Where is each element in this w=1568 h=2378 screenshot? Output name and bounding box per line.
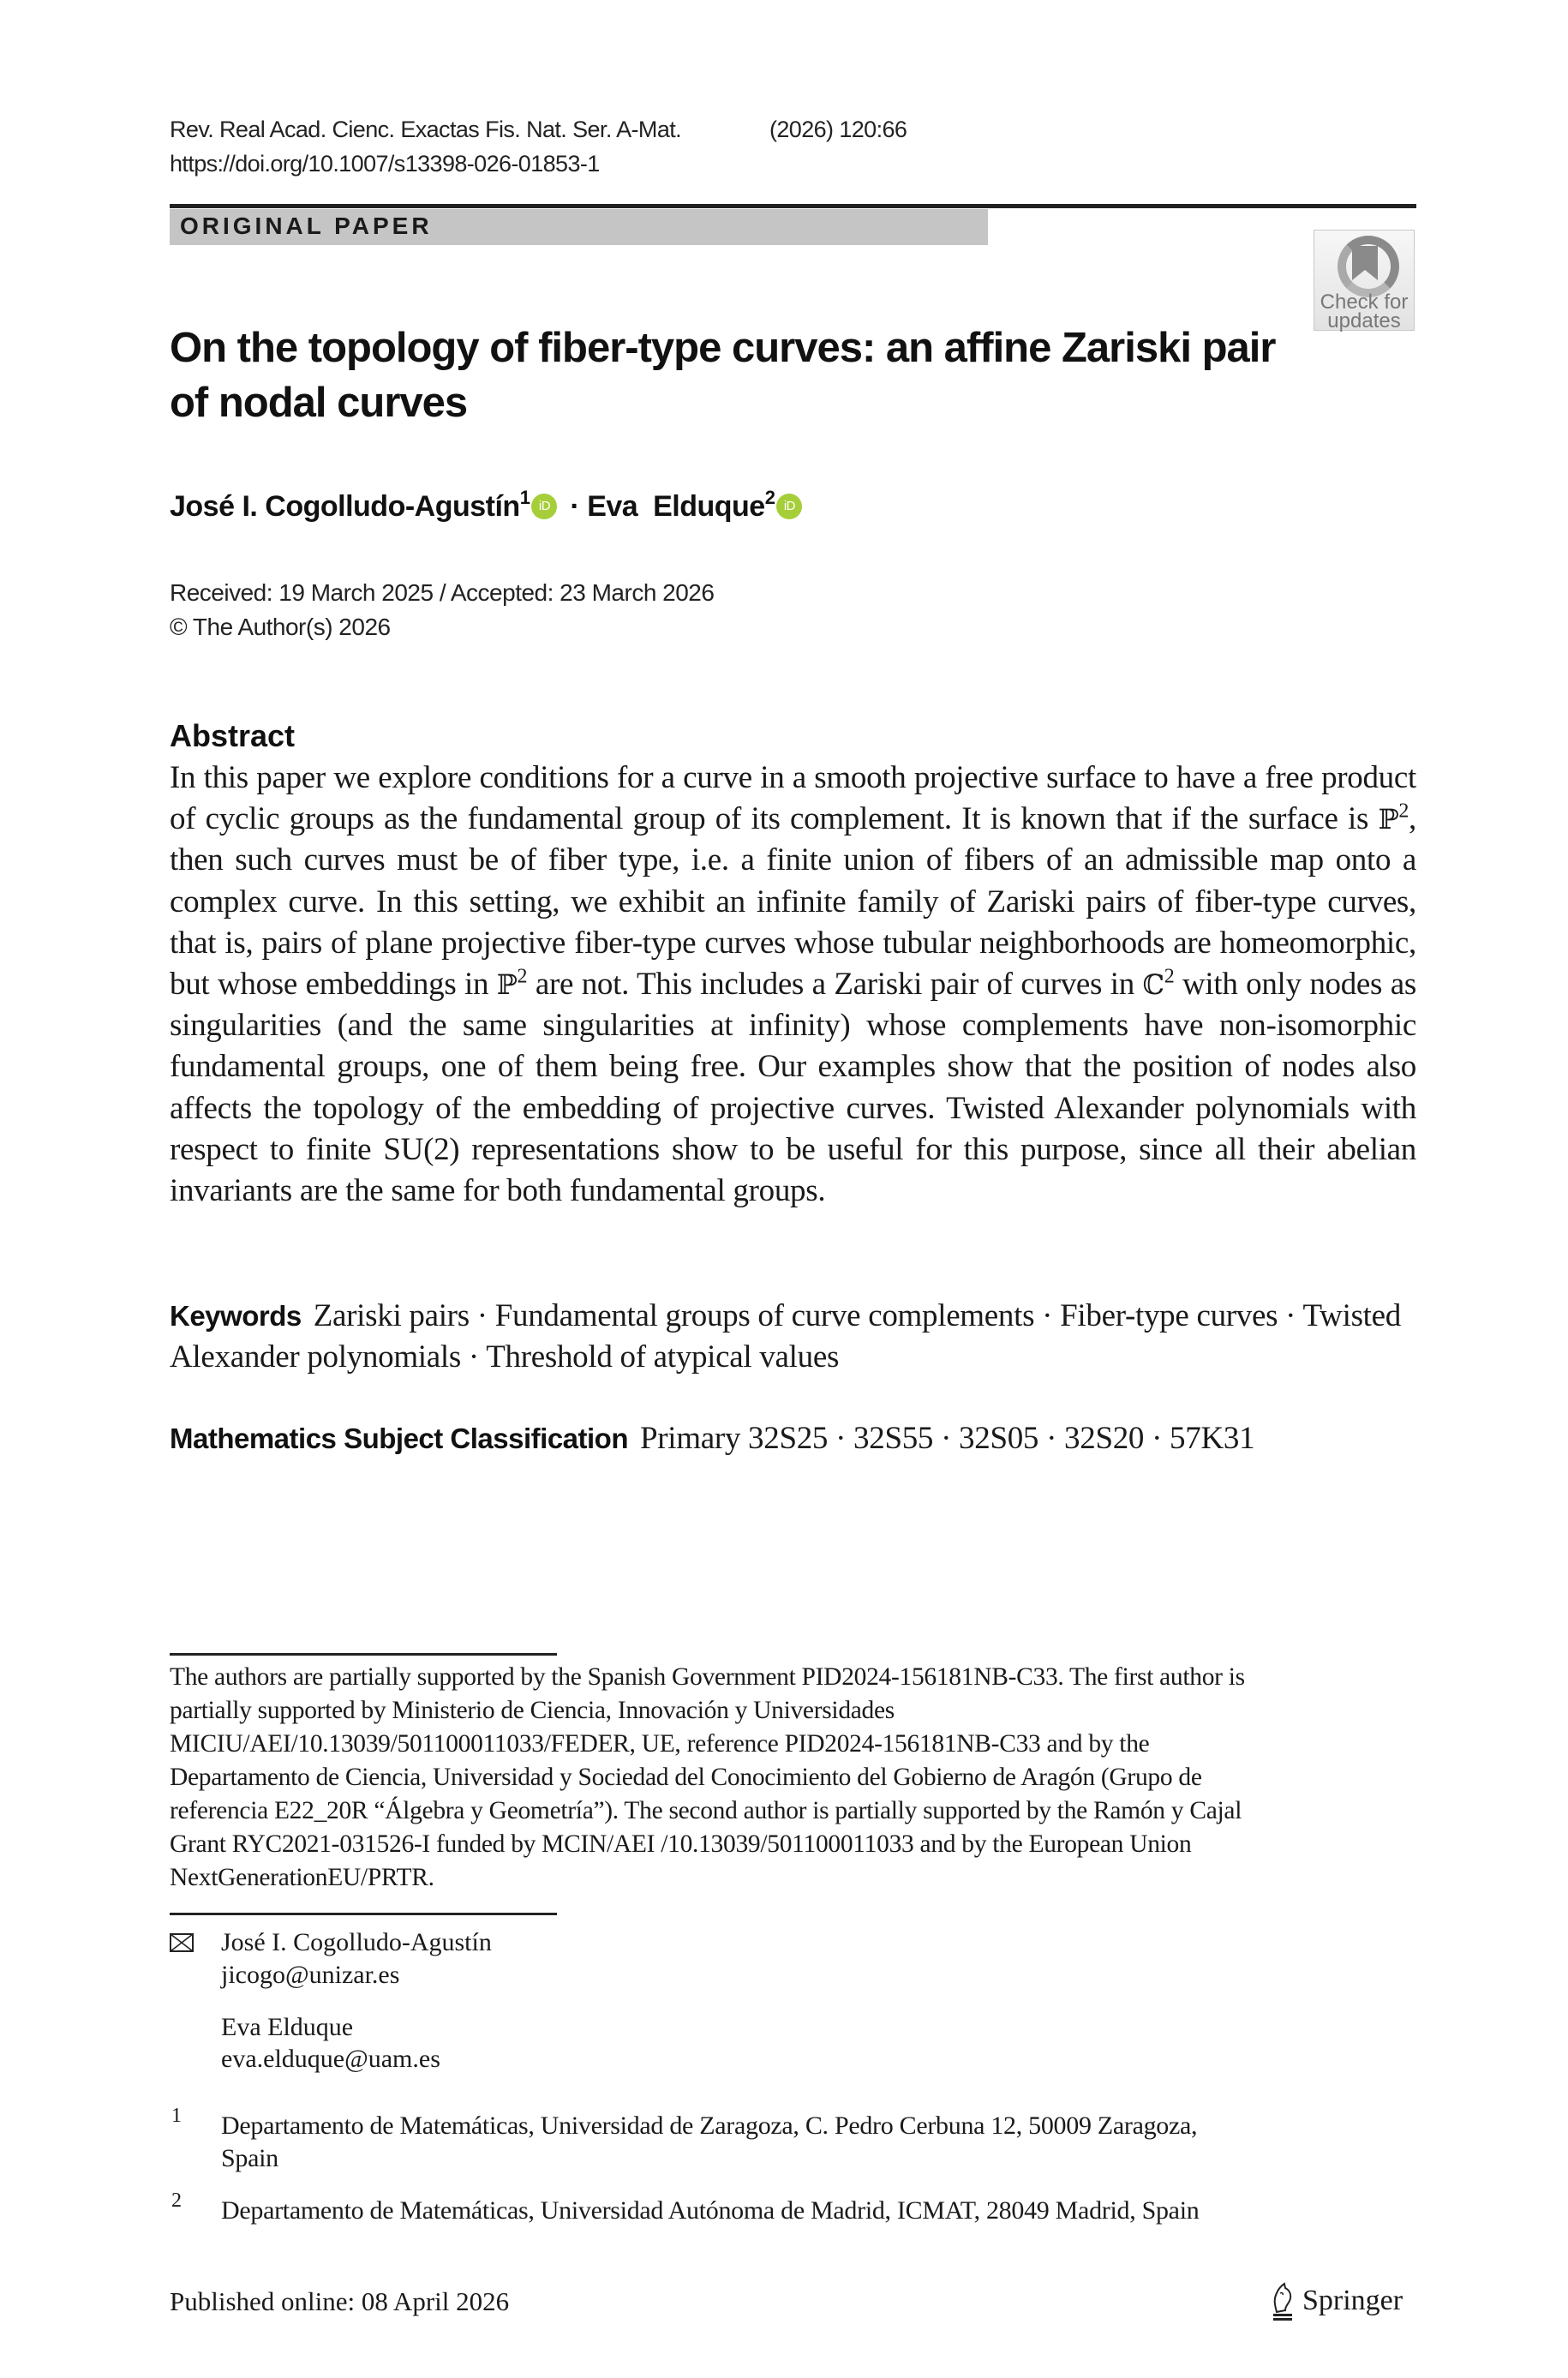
blackboard-p: ℙ — [1378, 803, 1399, 836]
author-name: José I. Cogolludo-Agustín — [170, 490, 520, 523]
footnote-rule — [170, 1653, 557, 1656]
blackboard-c: ℂ — [1142, 968, 1164, 1002]
abstract-heading: Abstract — [170, 718, 296, 753]
affiliation-marker: 1 — [519, 487, 530, 508]
badge-line2: updates — [1327, 309, 1401, 332]
badge-line1: Check for — [1320, 291, 1409, 314]
copyright: © The Author(s) 2026 — [170, 614, 391, 640]
publisher-name: Springer — [1302, 2285, 1403, 2316]
funding-note: The authors are partially supported by the Spanish Government PID2024-156181NB-C33. The first author is partially supported by Ministerio de Ciencia, Innovación y Universidades MICIU/AEI/10.13039/501100011033/FEDER, UE, reference PID2024-156181NB-C33 and by the Departamento de Ciencia, Universidad y Sociedad del Conocimiento del Gobierno de Aragón (Grupo de referencia E22_20R “Álgebra y Geometría”). The second author is partially supported by the Ramón y Cajal Grant RYC2021-031526-I funded by MCIN/AEI /10.13039/501100011033 and by the European Union NextGenerationEU/PRTR. — [170, 1663, 1245, 1891]
contact-name: Eva Elduque — [221, 2013, 354, 2041]
keywords-label: Keywords — [170, 1300, 302, 1332]
affiliation: Departamento de Matemáticas, Universidad Autónoma de Madrid, ICMAT, 28049 Madrid, Spain — [221, 2196, 1200, 2225]
received-accepted: Received: 19 March 2025 / Accepted: 23 March 2026 — [170, 579, 715, 606]
affiliation: Departamento de Matemáticas, Universidad de Zaragoza, C. Pedro Cerbuna 12, 50009 Zaragoza, — [221, 2111, 1198, 2140]
springer-logo — [1260, 2279, 1416, 2322]
orcid-icon[interactable]: iD — [776, 494, 802, 519]
journal-header — [170, 117, 907, 143]
keywords-text: Zariski pairs · Fundamental groups of curve complements · Fiber-type curves · Twisted Alexander polynomials · Threshold of atypical values — [170, 1298, 1401, 1375]
journal-name: Rev. Real Acad. Cienc. Exactas Fis. Nat. Ser. A-Mat. — [170, 117, 682, 142]
author-name: Eva Elduque — [587, 490, 765, 523]
orcid-icon[interactable]: iD — [531, 494, 557, 519]
citation: (2026) 120:66 — [769, 117, 907, 142]
contact-name: José I. Cogolludo-Agustín — [221, 1928, 492, 1956]
author-list — [170, 487, 807, 524]
knight-icon — [1270, 2281, 1297, 2321]
msc-text: Primary 32S25 · 32S55 · 32S05 · 32S20 · 57K31 — [640, 1421, 1255, 1456]
affiliation-number: 2 — [171, 2189, 182, 2212]
published-online: Published online: 08 April 2026 — [170, 2286, 510, 2316]
author-separator: · — [570, 490, 580, 523]
contact-rule — [170, 1913, 557, 1915]
check-for-updates-button[interactable] — [1314, 230, 1415, 331]
affiliation-number: 1 — [171, 2105, 182, 2127]
blackboard-p: ℙ — [496, 968, 518, 1002]
envelope-icon — [170, 1933, 194, 1952]
contact-email[interactable]: eva.elduque@uam.es — [221, 2045, 440, 2073]
affiliation-cont: Spain — [221, 2144, 278, 2172]
paper-title: On the topology of fiber-type curves: an affine Zariski pair of nodal curves — [170, 325, 1276, 426]
article-type: ORIGINAL PAPER — [180, 213, 433, 239]
contact-email[interactable]: jicogo@unizar.es — [221, 1961, 400, 1989]
affiliation-marker: 2 — [764, 487, 775, 508]
header-rule — [170, 204, 1416, 208]
doi-link[interactable]: https://doi.org/10.1007/s13398-026-01853-1 — [170, 151, 600, 177]
msc — [170, 1420, 1254, 1457]
article-type-band — [170, 209, 988, 245]
abstract-body: In this paper we explore conditions for a curve in a smooth projective surface to have a free product of cyclic groups as the fundamental group of its complement. It is known that if the surface is ℙ$^2$, then such curves must be of fiber type, i.e. a finite union of fibers of an admissible map onto a complex curve. In this setting, we exhibit an infinite family of Zariski pairs of fiber-type curves, that is, pairs of plane projective fiber-type curves whose tubular neighborhoods are homeomorphic, but whose embeddings in ℙ$^2$ are not. This includes a Zariski pair of curves in ℂ$^2$ with only nodes as singularities (and the same singularities at infinity) whose complements have non-isomorphic fundamental groups, one of them being free. Our examples show that the position of nodes also affects the topology of the embedding of projective curves. Twisted Alexander polynomials with respect to finite SU(2) representations show to be useful for this purpose, since all their abelian invariants are the same for both fundamental groups. — [170, 760, 1416, 1209]
keywords — [170, 1296, 1416, 1378]
msc-label: Mathematics Subject Classification — [170, 1423, 628, 1454]
